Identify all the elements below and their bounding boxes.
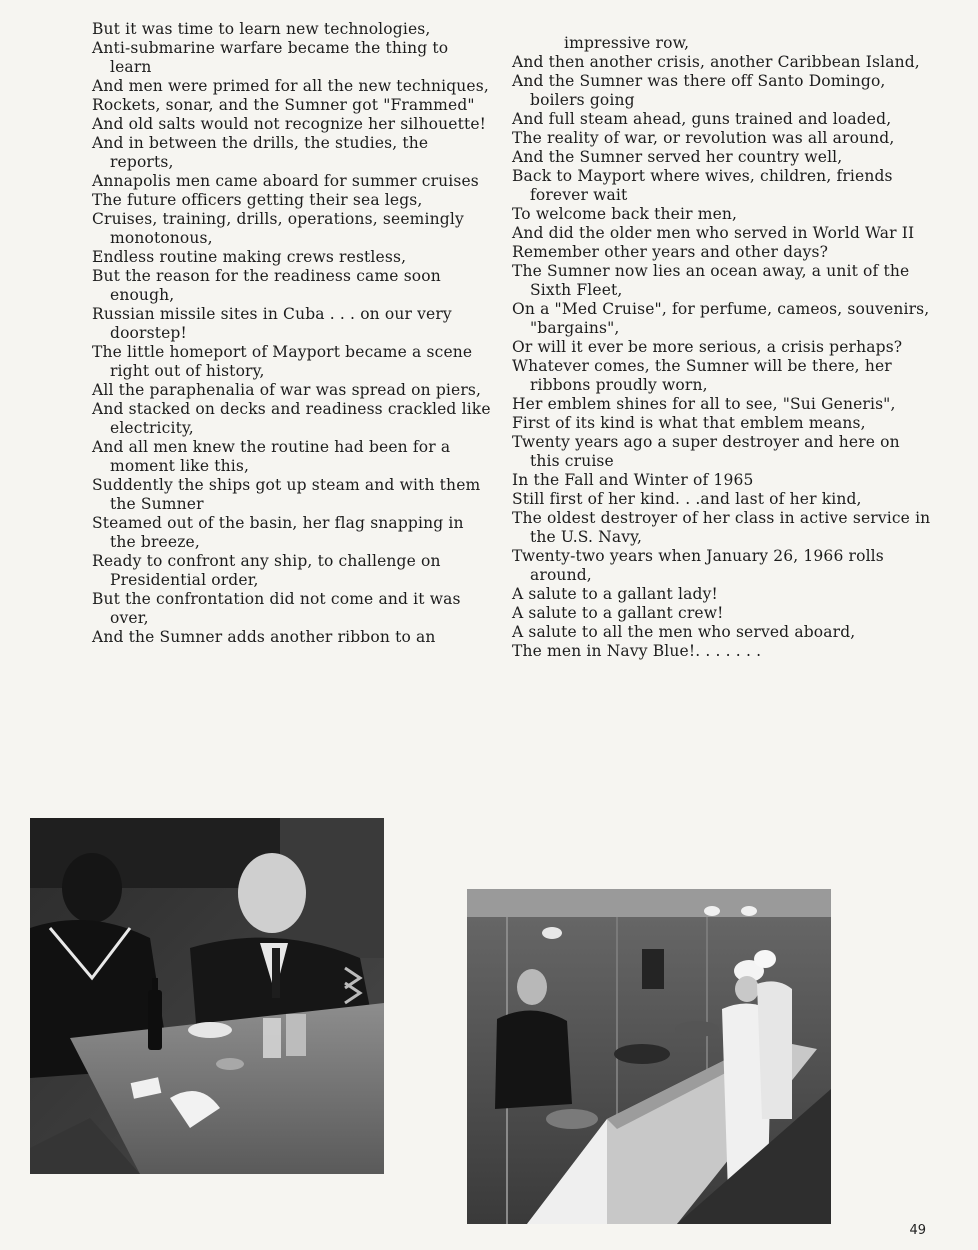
poem-line: Or will it ever be more serious, a crisis perhaps?	[512, 338, 903, 356]
poem-line: The little homeport of Mayport became a scene right out of history,	[92, 343, 473, 380]
poem-line: Annapolis men came aboard for summer cruises	[92, 172, 479, 190]
poem-line: The oldest destroyer of her class in active service in the U.S. Navy,	[512, 509, 931, 546]
poem-line: Twenty years ago a super destroyer and here on this cruise	[512, 433, 900, 470]
poem-line: Back to Mayport where wives, children, friends forever wait	[512, 167, 893, 204]
poem-line: But the reason for the readiness came soon enough,	[92, 267, 441, 304]
poem-line: Anti-submarine warfare became the thing to learn	[92, 39, 449, 76]
poem-line: The future officers getting their sea legs,	[92, 191, 423, 209]
poem-line: Whatever comes, the Sumner will be there, her ribbons proudly worn,	[512, 357, 892, 394]
poem-left-column	[92, 20, 492, 647]
poem-line: Steamed out of the basin, her flag snapping in the breeze,	[92, 514, 464, 551]
poem-line: First of its kind is what that emblem means,	[512, 414, 866, 432]
poem-line: Remember other years and other days?	[512, 243, 829, 261]
poem-line: A salute to a gallant crew!	[512, 604, 724, 622]
poem-line: And did the older men who served in World War II	[512, 224, 915, 242]
page-number: 49	[909, 1223, 926, 1238]
poem-line: And the Sumner adds another ribbon to an	[92, 628, 436, 646]
poem-line: On a "Med Cruise", for perfume, cameos, souvenirs, "bargains",	[512, 300, 930, 337]
poem-line: Twenty-two years when January 26, 1966 rolls around,	[512, 547, 884, 584]
poem-line: But it was time to learn new technologies,	[92, 20, 431, 38]
photo-galley-serving-line-image	[467, 889, 831, 1224]
poem-right-column	[512, 34, 932, 661]
poem-line: The Sumner now lies an ocean away, a unit of the Sixth Fleet,	[512, 262, 910, 299]
poem-line: But the confrontation did not come and it was over,	[92, 590, 461, 627]
poem-line: And full steam ahead, guns trained and loaded,	[512, 110, 892, 128]
poem-line: Ready to confront any ship, to challenge on Presidential order,	[92, 552, 441, 589]
poem-line: And all men knew the routine had been for a moment like this,	[92, 438, 451, 475]
poem-line: And in between the drills, the studies, the reports,	[92, 134, 429, 171]
poem-line: And the Sumner served her country well,	[512, 148, 843, 166]
photo-galley-serving-line	[467, 889, 831, 1224]
photo-sailors-at-table-image	[30, 818, 384, 1174]
poem-line: All the paraphenalia of war was spread on piers,	[92, 381, 482, 399]
poem-line: A salute to a gallant lady!	[512, 585, 718, 603]
poem-line: And men were primed for all the new techniques,	[92, 77, 489, 95]
poem-line: Rockets, sonar, and the Sumner got "Frammed"	[92, 96, 475, 114]
poem-line: To welcome back their men,	[512, 205, 738, 223]
poem-line: The men in Navy Blue!. . . . . . .	[512, 642, 762, 660]
poem-line: Her emblem shines for all to see, "Sui Generis",	[512, 395, 896, 413]
poem-line: And then another crisis, another Caribbean Island,	[512, 53, 920, 71]
poem-line: Still first of her kind. . .and last of her kind,	[512, 490, 862, 508]
poem-line: Endless routine making crews restless,	[92, 248, 407, 266]
poem-line: impressive row,	[564, 34, 690, 52]
poem-line: Russian missile sites in Cuba . . . on our very doorstep!	[92, 305, 452, 342]
poem-line: In the Fall and Winter of 1965	[512, 471, 754, 489]
poem-line: The reality of war, or revolution was all around,	[512, 129, 895, 147]
poem-line: Suddently the ships got up steam and with them the Sumner	[92, 476, 481, 513]
poem-line: Cruises, training, drills, operations, seemingly monotonous,	[92, 210, 464, 247]
photo-sailors-at-table	[30, 818, 384, 1174]
poem-line: And stacked on decks and readiness crackled like electricity,	[92, 400, 491, 437]
poem-line: And old salts would not recognize her silhouette!	[92, 115, 487, 133]
poem-line: A salute to all the men who served aboard,	[512, 623, 856, 641]
poem-line: And the Sumner was there off Santo Domingo, boilers going	[512, 72, 886, 109]
